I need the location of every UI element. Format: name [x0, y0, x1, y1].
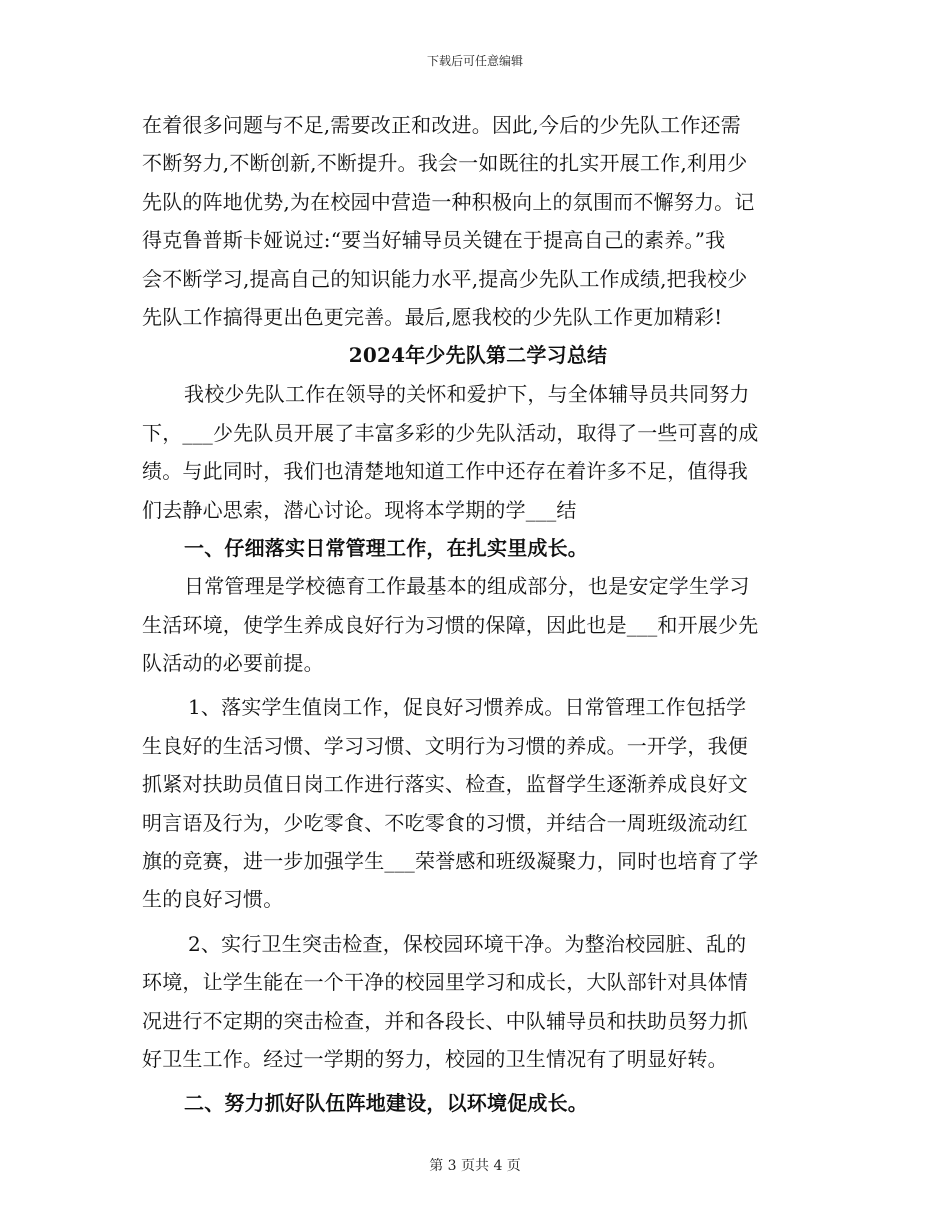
- text-line: 绩。与此同时，我们也清楚地知道工作中还存在着许多不足，值得我: [142, 459, 748, 484]
- text-line: 况进行不定期的突击检查，并和各段长、中队辅导员和扶助员努力抓: [142, 1008, 748, 1033]
- text-line: 得克鲁普斯卡娅说过:“要当好辅导员关键在于提高自己的素养。”我: [142, 228, 726, 253]
- text-line: 1、落实学生值岗工作，促良好习惯养成。日常管理工作包括学: [188, 695, 747, 720]
- text-line: 2、实行卫生突击检查，保校园环境干净。为整治校园脏、乱的: [188, 931, 747, 956]
- heading-2: 二、努力抓好队伍阵地建设，以环境促成长。: [184, 1091, 588, 1116]
- text-line: 先队工作搞得更出色更完善。最后,愿我校的少先队工作更加精彩!: [142, 304, 723, 329]
- page-header: 下载后可任意编辑: [426, 54, 523, 68]
- text-line: 会不断学习,提高自己的知识能力水平,提高少先队工作成绩,把我校少: [142, 266, 748, 291]
- text-line: 不断努力,不断创新,不断提升。我会一如既往的扎实开展工作,利用少: [142, 151, 748, 176]
- text-line: 日常管理是学校德育工作最基本的组成部分，也是安定学生学习: [184, 574, 750, 599]
- text-line: 好卫生工作。经过一学期的努力，校园的卫生情况有了明显好转。: [142, 1046, 728, 1071]
- text-line: 明言语及行为，少吃零食、不吃零食的习惯，并结合一周班级流动红: [142, 810, 748, 835]
- section-title: 2024年少先队第二学习总结: [348, 343, 608, 368]
- text-line: 我校少先队工作在领导的关怀和爱护下，与全体辅导员共同努力: [184, 382, 750, 407]
- text-line: 生活环境，使学生养成良好行为习惯的保障，因此也是___和开展少先: [142, 612, 759, 637]
- text-line: 旗的竞赛，进一步加强学生___荣誉感和班级凝聚力，同时也培育了学: [142, 849, 759, 874]
- text-line: 下，___少先队员开展了丰富多彩的少先队活动，取得了一些可喜的成: [142, 420, 759, 445]
- heading-1: 一、仔细落实日常管理工作，在扎实里成长。: [184, 535, 588, 560]
- text-line: 环境，让学生能在一个干净的校园里学习和成长，大队部针对具体情: [142, 970, 748, 995]
- text-line: 在着很多问题与不足,需要改正和改进。因此,今后的少先队工作还需: [142, 113, 741, 137]
- text-line: 们去静心思索，潜心讨论。现将本学期的学___结: [142, 497, 577, 522]
- page-footer: 第 3 页共 4 页: [429, 1158, 521, 1174]
- text-line: 抓紧对扶助员值日岗工作进行落实、检查，监督学生逐渐养成良好文: [142, 772, 748, 797]
- text-line: 先队的阵地优势,为在校园中营造一种积极向上的氛围而不懈努力。记: [142, 189, 755, 214]
- text-line: 生良好的生活习惯、学习习惯、文明行为习惯的养成。一开学，我便: [142, 733, 748, 758]
- text-line: 生的良好习惯。: [142, 887, 284, 912]
- text-line: 队活动的必要前提。: [142, 651, 324, 676]
- document-body: [142, 106, 814, 1123]
